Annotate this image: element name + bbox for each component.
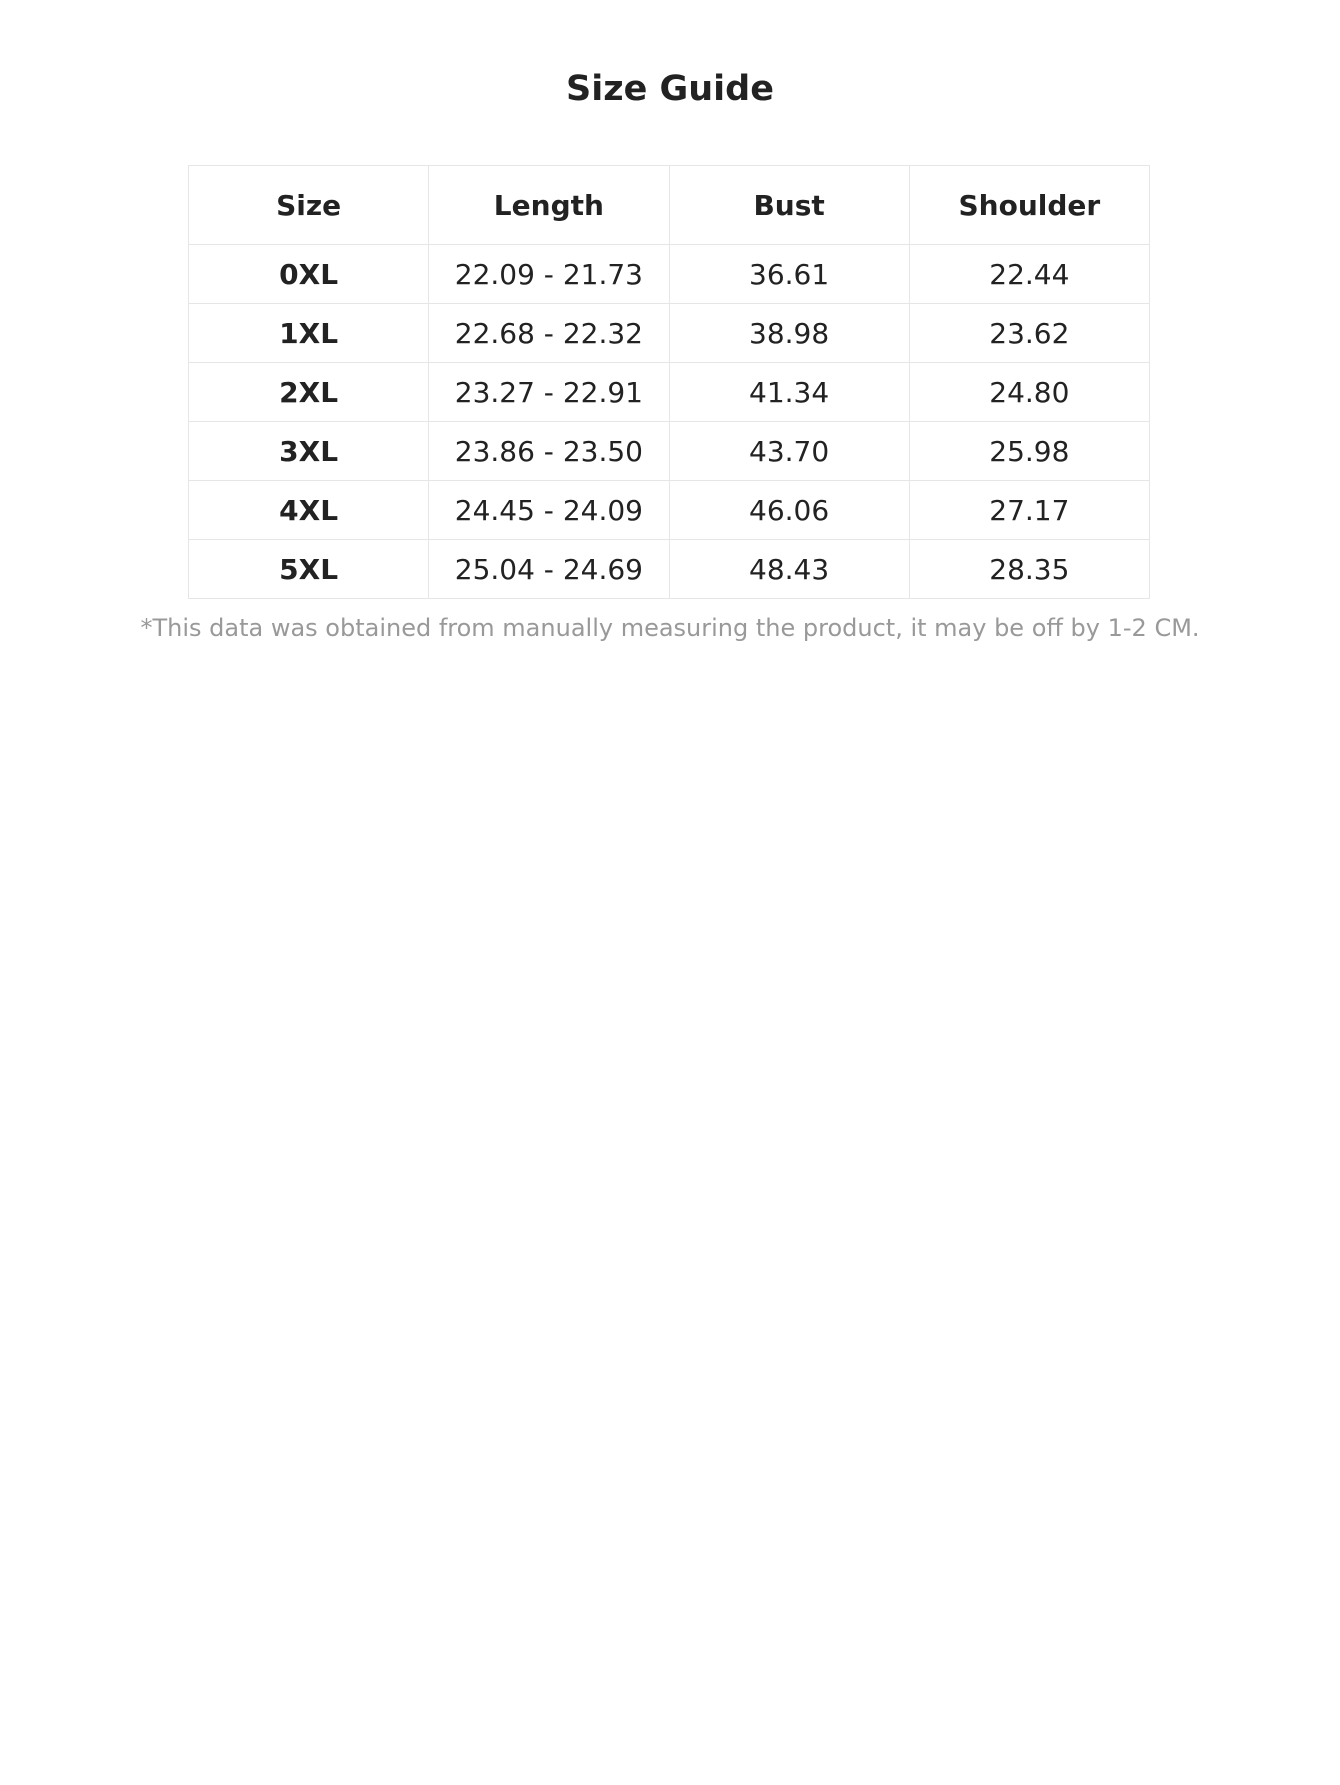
table-row [189, 422, 1150, 481]
size-cell: 0XL [189, 245, 429, 304]
bust-cell: 36.61 [669, 245, 909, 304]
length-cell: 23.27 - 22.91 [429, 363, 669, 422]
header-row [189, 166, 1150, 245]
column-header-length: Length [429, 166, 669, 245]
bust-cell: 38.98 [669, 304, 909, 363]
length-cell: 22.68 - 22.32 [429, 304, 669, 363]
length-cell: 22.09 - 21.73 [429, 245, 669, 304]
size-cell: 3XL [189, 422, 429, 481]
column-header-bust: Bust [669, 166, 909, 245]
shoulder-cell: 23.62 [909, 304, 1149, 363]
bust-cell: 41.34 [669, 363, 909, 422]
size-cell: 4XL [189, 481, 429, 540]
length-cell: 23.86 - 23.50 [429, 422, 669, 481]
bust-cell: 48.43 [669, 540, 909, 599]
bust-cell: 46.06 [669, 481, 909, 540]
shoulder-cell: 28.35 [909, 540, 1149, 599]
length-cell: 25.04 - 24.69 [429, 540, 669, 599]
table-row [189, 304, 1150, 363]
page-title: Size Guide [566, 69, 774, 109]
size-cell: 5XL [189, 540, 429, 599]
length-cell: 24.45 - 24.09 [429, 481, 669, 540]
measurement-disclaimer: *This data was obtained from manually measuring the product, it may be off by 1-2 CM. [140, 614, 1200, 642]
column-header-size: Size [189, 166, 429, 245]
table-row [189, 245, 1150, 304]
table-header [189, 166, 1150, 245]
column-header-shoulder: Shoulder [909, 166, 1149, 245]
table-row [189, 540, 1150, 599]
size-guide-table [188, 165, 1150, 599]
table-row [189, 363, 1150, 422]
shoulder-cell: 22.44 [909, 245, 1149, 304]
table-row [189, 481, 1150, 540]
shoulder-cell: 27.17 [909, 481, 1149, 540]
size-cell: 1XL [189, 304, 429, 363]
bust-cell: 43.70 [669, 422, 909, 481]
shoulder-cell: 25.98 [909, 422, 1149, 481]
shoulder-cell: 24.80 [909, 363, 1149, 422]
size-cell: 2XL [189, 363, 429, 422]
table-body [189, 245, 1150, 599]
